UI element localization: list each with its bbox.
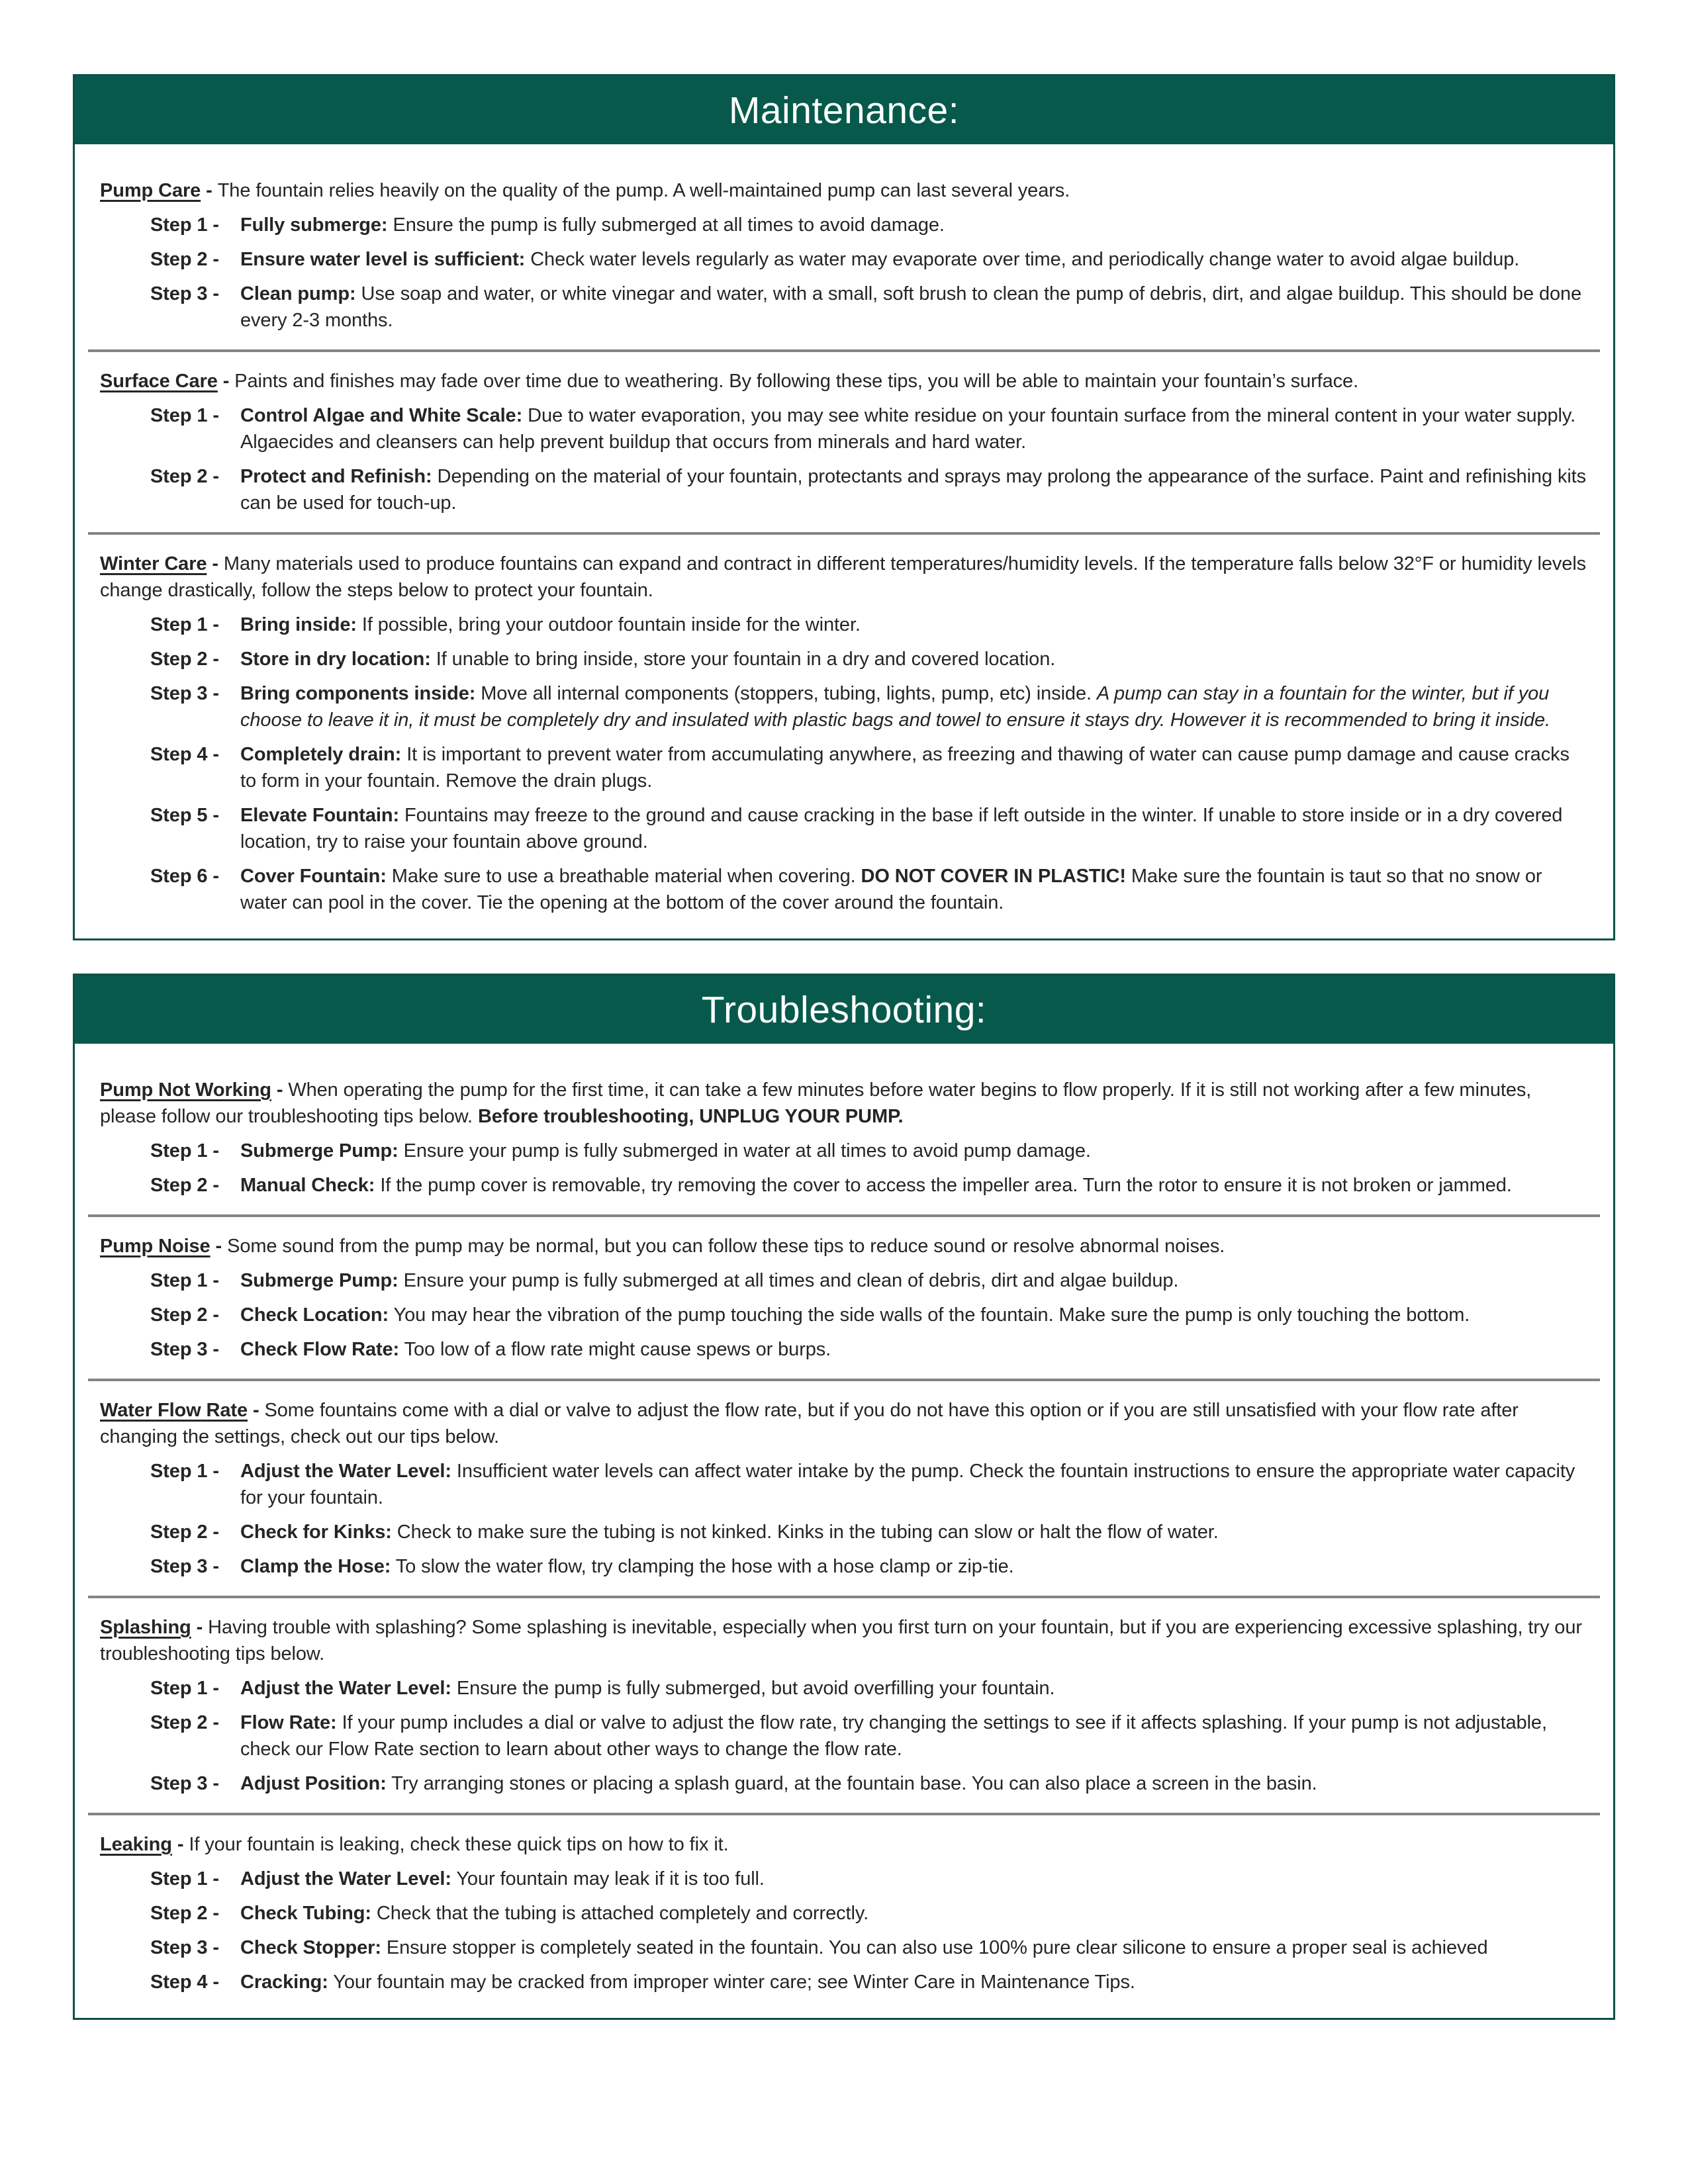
step-text [240, 1519, 1588, 1545]
step-row [150, 1519, 1588, 1545]
step-label: Step 6 - [150, 866, 219, 887]
text-segment: Paints and finishes may fade over time due to weathering. By following these tips, you will be able to maintain your fountain’s surface. [234, 371, 1359, 392]
text-segment: Check Flow Rate: [240, 1339, 400, 1360]
step-text [240, 863, 1588, 916]
text-segment: Make sure to use a breathable material when covering. [386, 866, 861, 887]
step-label: Step 1 - [150, 1868, 219, 1889]
text-segment: Due to water evaporation, you may see white residue on your fountain surface from the mineral content in your water supply. Algaecides and cleansers can help prevent buildup that occurs from minerals and hard water. [240, 405, 1576, 453]
text-segment: Adjust the Water Level: [240, 1461, 451, 1482]
text-segment: Clean pump: [240, 283, 356, 304]
text-segment: Ensure stopper is completely seated in the fountain. You can also use 100% pure clear silicone to ensure a proper seal is achieved [381, 1937, 1488, 1958]
topic-pump-not-working [100, 1077, 1588, 1199]
text-segment: Store in dry location: [240, 649, 431, 670]
section-divider [88, 532, 1600, 535]
section-divider [88, 1214, 1600, 1217]
step-label: Step 3 - [150, 1339, 219, 1360]
step-label: Step 2 - [150, 1522, 219, 1543]
text-segment: Ensure your pump is fully submerged in water at all times to avoid pump damage. [398, 1140, 1091, 1161]
dash: - [201, 180, 218, 201]
text-segment: Cover Fountain: [240, 866, 387, 887]
step-row [150, 1675, 1588, 1702]
section-divider [88, 1596, 1600, 1598]
maintenance-title: Maintenance: [728, 89, 960, 132]
text-segment: A pump can stay in a fountain for the winter, but if you choose to leave it in, it must be completely dry and insulated with plastic bags and towel to ensure it stays dry. However it is recommended to bring it inside. [240, 683, 1550, 731]
text-segment: Too low of a flow rate might cause spews or burps. [399, 1339, 831, 1360]
text-segment: Submerge Pump: [240, 1140, 399, 1161]
step-text [240, 741, 1588, 794]
topic-surface-care [100, 368, 1588, 516]
step-text [240, 281, 1588, 334]
troubleshooting-header-band [75, 976, 1613, 1044]
step-text [240, 1138, 1588, 1164]
step-row [150, 802, 1588, 855]
step-label: Step 3 - [150, 1773, 219, 1794]
step-row [150, 1302, 1588, 1328]
section-divider [88, 349, 1600, 352]
maintenance-content [75, 144, 1613, 938]
topic-heading-paragraph [100, 1077, 1588, 1130]
step-label: Step 1 - [150, 614, 219, 635]
text-segment: Clamp the Hose: [240, 1556, 391, 1577]
step-row [150, 863, 1588, 916]
step-text [240, 1866, 1588, 1892]
step-row [150, 463, 1588, 516]
text-segment: Manual Check: [240, 1175, 375, 1196]
troubleshooting-title: Troubleshooting: [701, 988, 987, 1031]
text-segment: Adjust the Water Level: [240, 1868, 451, 1889]
text-segment: Your fountain may be cracked from improper winter care; see Winter Care in Maintenance Tips. [328, 1972, 1135, 1993]
troubleshooting-panel [73, 974, 1615, 2020]
section-divider [88, 1379, 1600, 1381]
dash: - [271, 1079, 289, 1101]
step-text [240, 1900, 1588, 1927]
text-segment: Submerge Pump: [240, 1270, 399, 1291]
step-label: Step 1 - [150, 1270, 219, 1291]
topic-heading-paragraph [100, 177, 1588, 204]
step-text [240, 1675, 1588, 1702]
step-text [240, 1302, 1588, 1328]
step-label: Step 1 - [150, 1140, 219, 1161]
step-row [150, 402, 1588, 455]
text-segment: Bring inside: [240, 614, 357, 635]
step-text [240, 646, 1588, 672]
step-label: Step 4 - [150, 744, 219, 765]
text-segment: Adjust the Water Level: [240, 1678, 451, 1699]
topic-title: Pump Care [100, 180, 201, 201]
step-row [150, 212, 1588, 238]
topic-leaking [100, 1831, 1588, 1995]
text-segment: Check that the tubing is attached completely and correctly. [371, 1903, 869, 1924]
text-segment: Make sure the fountain is taut so that no snow or water can pool in the cover. Tie the opening at the bottom of the cover around the fountain. [240, 866, 1542, 913]
step-row [150, 612, 1588, 638]
topic-title: Pump Noise [100, 1236, 211, 1257]
step-text [240, 1969, 1588, 1995]
step-label: Step 2 - [150, 1304, 219, 1326]
step-label: Step 1 - [150, 1461, 219, 1482]
step-label: Step 2 - [150, 466, 219, 487]
step-label: Step 3 - [150, 283, 219, 304]
step-text [240, 1336, 1588, 1363]
step-row [150, 1553, 1588, 1580]
text-segment: Before troubleshooting, UNPLUG YOUR PUMP. [477, 1106, 904, 1127]
step-row [150, 741, 1588, 794]
step-row [150, 1866, 1588, 1892]
step-label: Step 3 - [150, 1937, 219, 1958]
text-segment: Depending on the material of your fountain, protectants and sprays may prolong the appearance of the surface. Paint and refinishing kits can be used for touch-up. [240, 466, 1587, 514]
text-segment: Insufficient water levels can affect water intake by the pump. Check the fountain instructions to ensure the appropriate water capacity for your fountain. [240, 1461, 1575, 1508]
step-text [240, 680, 1588, 733]
text-segment: Many materials used to produce fountains can expand and contract in different temperatures/humidity levels. If the temperature falls below 32°F or humidity levels change drastically, follow the steps below to protect your fountain. [100, 553, 1587, 601]
text-segment: Some sound from the pump may be normal, but you can follow these tips to reduce sound or resolve abnormal noises. [227, 1236, 1225, 1257]
step-label: Step 5 - [150, 805, 219, 826]
topic-title: Winter Care [100, 553, 207, 574]
maintenance-header-band [75, 76, 1613, 144]
topic-heading-paragraph [100, 1397, 1588, 1450]
text-segment: Check Stopper: [240, 1937, 381, 1958]
step-label: Step 1 - [150, 1678, 219, 1699]
text-segment: Fully submerge: [240, 214, 388, 236]
text-segment: Move all internal components (stoppers, tubing, lights, pump, etc) inside. [475, 683, 1097, 704]
topic-heading-paragraph [100, 1233, 1588, 1259]
topic-title: Pump Not Working [100, 1079, 271, 1101]
topic-title: Surface Care [100, 371, 218, 392]
step-text [240, 212, 1588, 238]
step-label: Step 2 - [150, 1712, 219, 1733]
step-text [240, 1172, 1588, 1199]
text-segment: Check Tubing: [240, 1903, 371, 1924]
text-segment: Ensure water level is sufficient: [240, 249, 526, 270]
dash: - [217, 371, 235, 392]
text-segment: Adjust Position: [240, 1773, 387, 1794]
text-segment: You may hear the vibration of the pump touching the side walls of the fountain. Make sure the pump is only touching the bottom. [389, 1304, 1470, 1326]
troubleshooting-content [75, 1044, 1613, 2018]
text-segment: Bring components inside: [240, 683, 476, 704]
text-segment: Cracking: [240, 1972, 328, 1993]
step-row [150, 281, 1588, 334]
text-segment: If unable to bring inside, store your fountain in a dry and covered location. [430, 649, 1056, 670]
maintenance-panel [73, 74, 1615, 940]
step-row [150, 1458, 1588, 1511]
step-text [240, 402, 1588, 455]
step-row [150, 1709, 1588, 1762]
step-row [150, 1900, 1588, 1927]
step-label: Step 1 - [150, 214, 219, 236]
text-segment: DO NOT COVER IN PLASTIC! [861, 866, 1126, 887]
step-row [150, 1267, 1588, 1294]
step-row [150, 1969, 1588, 1995]
text-segment: Ensure the pump is fully submerged, but avoid overfilling your fountain. [451, 1678, 1055, 1699]
step-text [240, 1267, 1588, 1294]
text-segment: Some fountains come with a dial or valve to adjust the flow rate, but if you do not have this option or if you are still unsatisfied with your flow rate after changing the settings, check out our tips below. [100, 1400, 1519, 1447]
text-segment: Check for Kinks: [240, 1522, 392, 1543]
text-segment: It is important to prevent water from accumulating anywhere, as freezing and thawing of water can cause pump damage and cause cracks to form in your fountain. Remove the drain plugs. [240, 744, 1570, 792]
step-row [150, 1934, 1588, 1961]
topic-winter-care [100, 551, 1588, 916]
step-row [150, 646, 1588, 672]
step-label: Step 4 - [150, 1972, 219, 1993]
step-row [150, 1172, 1588, 1199]
topic-pump-care [100, 177, 1588, 334]
topic-water-flow-rate [100, 1397, 1588, 1580]
text-segment: Protect and Refinish: [240, 466, 432, 487]
section-divider [88, 1813, 1600, 1815]
step-text [240, 1553, 1588, 1580]
step-text [240, 246, 1588, 273]
topic-title: Leaking [100, 1834, 172, 1855]
text-segment: Having trouble with splashing? Some splashing is inevitable, especially when you first turn on your fountain, but if you are experiencing excessive splashing, try our troubleshooting tips below. [100, 1617, 1582, 1664]
text-segment: Try arranging stones or placing a splash guard, at the fountain base. You can also place a screen in the basin. [386, 1773, 1317, 1794]
step-row [150, 1770, 1588, 1797]
step-text [240, 1770, 1588, 1797]
text-segment: Use soap and water, or white vinegar and water, with a small, soft brush to clean the pump of debris, dirt, and algae buildup. This should be done every 2-3 months. [240, 283, 1582, 331]
topic-pump-noise [100, 1233, 1588, 1363]
dash: - [171, 1834, 189, 1855]
text-segment: If your pump includes a dial or valve to adjust the flow rate, try changing the settings to see if it affects splashing. If your pump is not adjustable, check our Flow Rate section to learn about other ways to change the flow rate. [240, 1712, 1547, 1760]
step-row [150, 1336, 1588, 1363]
text-segment: If the pump cover is removable, try removing the cover to access the impeller area. Turn the rotor to ensure it is not broken or jammed. [375, 1175, 1512, 1196]
step-label: Step 2 - [150, 1175, 219, 1196]
text-segment: If your fountain is leaking, check these quick tips on how to fix it. [189, 1834, 729, 1855]
step-label: Step 2 - [150, 649, 219, 670]
dash: - [191, 1617, 209, 1638]
step-label: Step 3 - [150, 683, 219, 704]
text-segment: Flow Rate: [240, 1712, 337, 1733]
step-row [150, 680, 1588, 733]
topic-title: Splashing [100, 1617, 191, 1638]
text-segment: Fountains may freeze to the ground and cause cracking in the base if left outside in the winter. If unable to store inside or in a dry covered location, try to raise your fountain above ground. [240, 805, 1563, 852]
text-segment: To slow the water flow, try clamping the hose with a hose clamp or zip-tie. [391, 1556, 1014, 1577]
topic-heading-paragraph [100, 1614, 1588, 1667]
text-segment: Ensure the pump is fully submerged at all times to avoid damage. [387, 214, 945, 236]
step-text [240, 1934, 1588, 1961]
text-segment: When operating the pump for the first time, it can take a few minutes before water begins to flow properly. If it is still not working after a few minutes, please follow our troubleshooting tips below. [100, 1079, 1532, 1127]
step-label: Step 2 - [150, 1903, 219, 1924]
text-segment: Check Location: [240, 1304, 389, 1326]
step-row [150, 1138, 1588, 1164]
step-text [240, 612, 1588, 638]
topic-splashing [100, 1614, 1588, 1797]
dash: - [248, 1400, 265, 1421]
text-segment: Your fountain may leak if it is too full. [451, 1868, 765, 1889]
step-text [240, 463, 1588, 516]
text-segment: If possible, bring your outdoor fountain inside for the winter. [356, 614, 861, 635]
text-segment: The fountain relies heavily on the quality of the pump. A well-maintained pump can last several years. [217, 180, 1070, 201]
topic-title: Water Flow Rate [100, 1400, 248, 1421]
dash: - [207, 553, 224, 574]
step-label: Step 3 - [150, 1556, 219, 1577]
text-segment: Check water levels regularly as water may evaporate over time, and periodically change water to avoid algae buildup. [525, 249, 1520, 270]
topic-heading-paragraph [100, 1831, 1588, 1858]
text-segment: Check to make sure the tubing is not kinked. Kinks in the tubing can slow or halt the flow of water. [391, 1522, 1219, 1543]
step-text [240, 1458, 1588, 1511]
dash: - [210, 1236, 228, 1257]
text-segment: Control Algae and White Scale: [240, 405, 523, 426]
topic-heading-paragraph [100, 368, 1588, 394]
step-label: Step 1 - [150, 405, 219, 426]
step-text [240, 802, 1588, 855]
text-segment: Completely drain: [240, 744, 402, 765]
text-segment: Elevate Fountain: [240, 805, 399, 826]
step-label: Step 2 - [150, 249, 219, 270]
step-row [150, 246, 1588, 273]
step-text [240, 1709, 1588, 1762]
topic-heading-paragraph [100, 551, 1588, 604]
text-segment: Ensure your pump is fully submerged at all times and clean of debris, dirt and algae buildup. [398, 1270, 1179, 1291]
